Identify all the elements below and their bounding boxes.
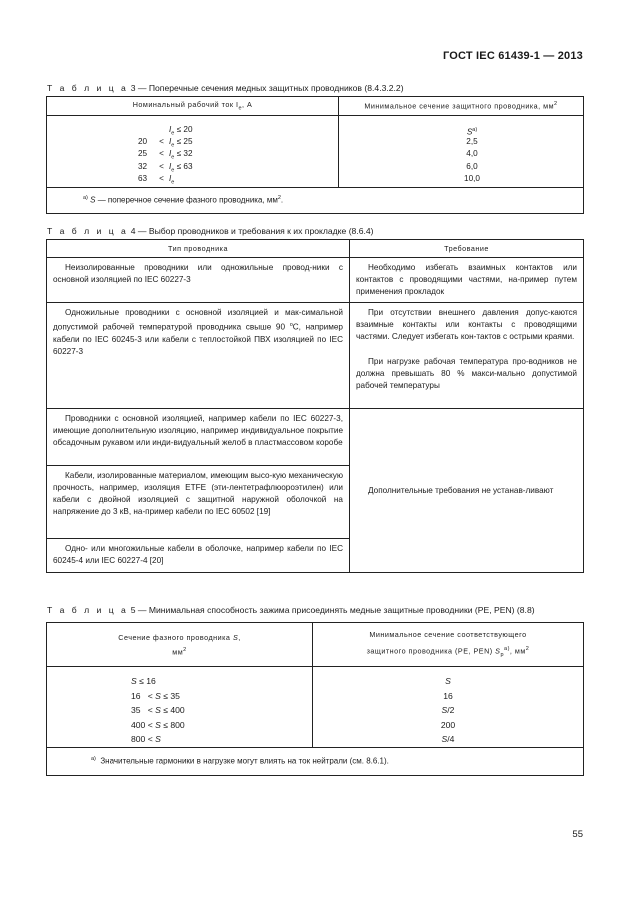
table3-section-value [457,173,487,185]
table3-current-sub: е [171,167,175,174]
table5-phase-row: 800 < S [131,734,161,744]
table4-caption-text: — Выбор проводников и требования к их прокладке (8.6.4) [137,226,374,236]
table3-caption-text: — Поперечные сечения медных защитных проводников (8.4.3.2.2) [137,83,404,93]
table3-current-var: I [169,149,172,159]
table3-section-var: S [466,127,473,137]
document-header: ГОСТ IEC 61439-1 — 2013 [442,50,583,62]
table5-protective-row: S/2 [441,705,455,715]
table3-current-upper: ≤ 25 [174,137,193,147]
page-number: 55 [572,829,583,840]
table3-col1-header: Номинальный рабочий ток $I_е$, А [47,97,339,116]
table4-caption [47,226,374,236]
variable-s: S [131,676,137,686]
table4-caption-num: 4 [130,226,136,236]
table3-current-lower: 32 [138,161,148,171]
variable-s: S [441,705,448,715]
table3-current-upper: ≤ 32 [174,149,193,159]
table3-caption [47,83,404,93]
table3-current-row [138,148,338,160]
table4-col2-header: Требование [350,240,584,258]
table3-current-sub: е [171,130,175,137]
table3-current-op: < [159,173,164,183]
table3-section-num: 10,0 [464,173,480,183]
table3-current-upper: ≤ 63 [174,161,193,171]
table3-current-row [138,161,338,173]
variable-s: S [155,690,161,701]
table5-col2-header: Минимальное сечение соответствующего защитного проводника (PE, PEN) $S_p^{а)}$, $мм^2$ [313,623,584,667]
table3-section-sup: а) [472,127,478,133]
table5-protective-row [313,674,583,689]
table3-current-cell [47,116,339,188]
table3-current-sub: е [171,155,175,162]
table3-section-value [457,124,487,136]
variable-s: S [155,734,161,744]
table5-col1-header: Сечение фазного проводника S, $мм^2$ [47,623,313,667]
table4-row2-req: При отсутствии внешнего давления допус-каются взаимные контакты или контакты с проводящими частями. Следует избегать кон-тактов с острыми краями. При нагрузке рабочая температура про-водников не должна превышать 80 % макси-мально допустимой рабочей температуры [350,303,584,409]
variable-s: S [445,676,451,686]
table3-col2-header: Минимальное сечение защитного проводника, $мм^2$ [339,97,584,116]
table3-current-var: I [169,125,172,134]
table4-row1-req: Необходимо избегать взаимных контактов или контактов с проводящими частями, на-пример путем применения прокладок [350,258,584,303]
table5-footnote: $^{а)}$ Значительные гармоники в нагрузке могут влиять на ток нейтрали (см. 8.6.1). [47,748,584,776]
table4-col1-header: Тип проводника [47,240,350,258]
table5-phase-row: S ≤ 16 [131,676,156,686]
table3-current-sub: е [171,142,175,149]
table5-caption-num: 5 [130,605,136,615]
table5-phase-row: 35 < S ≤ 400 [131,705,185,715]
table5-phase-row: 400 < S ≤ 800 [131,719,185,730]
table3-current-op: < [159,161,164,171]
table3 [46,96,584,214]
table5-caption-label: Т а б л и ц а [47,605,129,615]
table4-row5-type: Одно- или многожильные кабели в оболочке, например кабели по IEC 60245-4 или IEC 60227-4 [20] [47,539,350,573]
table5-protective-row: S/4 [441,734,455,744]
table4-row4-type: Кабели, изолированные материалом, имеющим высо-кую механическую прочность, например, изоляция ETFE (эти-лентетрафлюороэтилен) или кабели с двойной изоляцией с защитной наружной оболочкой на напряжение до 3 кВ, на-пример кабели по IEC 60502 [19] [47,466,350,539]
table3-current-lower: 20 [138,137,148,147]
table5-caption-text: — Минимальная способность зажима присоединять медные защитные проводники (PE, PEN) (8.8) [137,605,535,615]
table3-section-value [457,148,487,160]
table3-section-value [457,136,487,148]
table3-current-var: I [169,137,172,147]
table3-current-lower: 63 [138,173,148,183]
table4 [46,239,584,573]
table3-current-row [138,124,338,136]
table5-protective-row: 200 [440,719,456,730]
table3-footnote: $^{а)}$ S — поперечное сечение фазного проводника, $мм^2$. [47,188,584,214]
table4-caption-label: Т а б л и ц а [47,226,129,236]
table4-row3-type: Проводники с основной изоляцией, например кабели по IEC 60227-3, имеющие дополнительную изоляцию, например индивидуальное покрытие обсадочным рукавом или инди-видуальный желоб в пластмассовом коробе [47,409,350,466]
table3-section-cell [339,116,584,188]
table3-current-sub: е [171,179,175,186]
table5-phase-cell [47,667,313,748]
table3-current-var: I [169,161,172,171]
table3-current-upper: ≤ 20 [174,125,193,134]
table3-current-var: I [169,173,172,183]
variable-s: S [441,734,448,744]
table3-current-op: < [159,137,164,147]
table5-protective-cell [313,667,584,748]
table4-row2-type: Одножильные проводники с основной изоляцией и мак-симальной допустимой рабочей температурой проводника свыше 90 $^о$С, например кабели по IEC 60245-3 или кабели с теплостойкой ПВХ изоляцией по IEC 60227-3 [47,303,350,409]
table3-section-num: 4,0 [466,149,478,159]
table5-caption [47,605,535,615]
table4-row1-type: Неизолированные проводники или одножильные провод-ники с основной изоляцией по IEC 60227-3 [47,258,350,303]
table3-section-value [457,161,487,173]
table3-current-op: < [159,149,164,159]
table5-phase-row: 16 < S ≤ 35 [131,690,180,701]
table5 [46,622,584,776]
table3-caption-label: Т а б л и ц а [47,83,129,93]
variable-s: S [155,719,161,730]
table3-section-num: 6,0 [466,161,478,171]
table4-row345-req: Дополнительные требования не устанав-ливают [350,409,584,573]
table3-current-row [138,136,338,148]
table3-caption-num: 3 [130,83,136,93]
variable-s: S [155,705,161,715]
table3-section-num: 2,5 [466,137,478,147]
table5-protective-row: 16 [443,690,453,701]
table3-current-lower: 25 [138,149,148,159]
table3-current-row [138,173,338,185]
